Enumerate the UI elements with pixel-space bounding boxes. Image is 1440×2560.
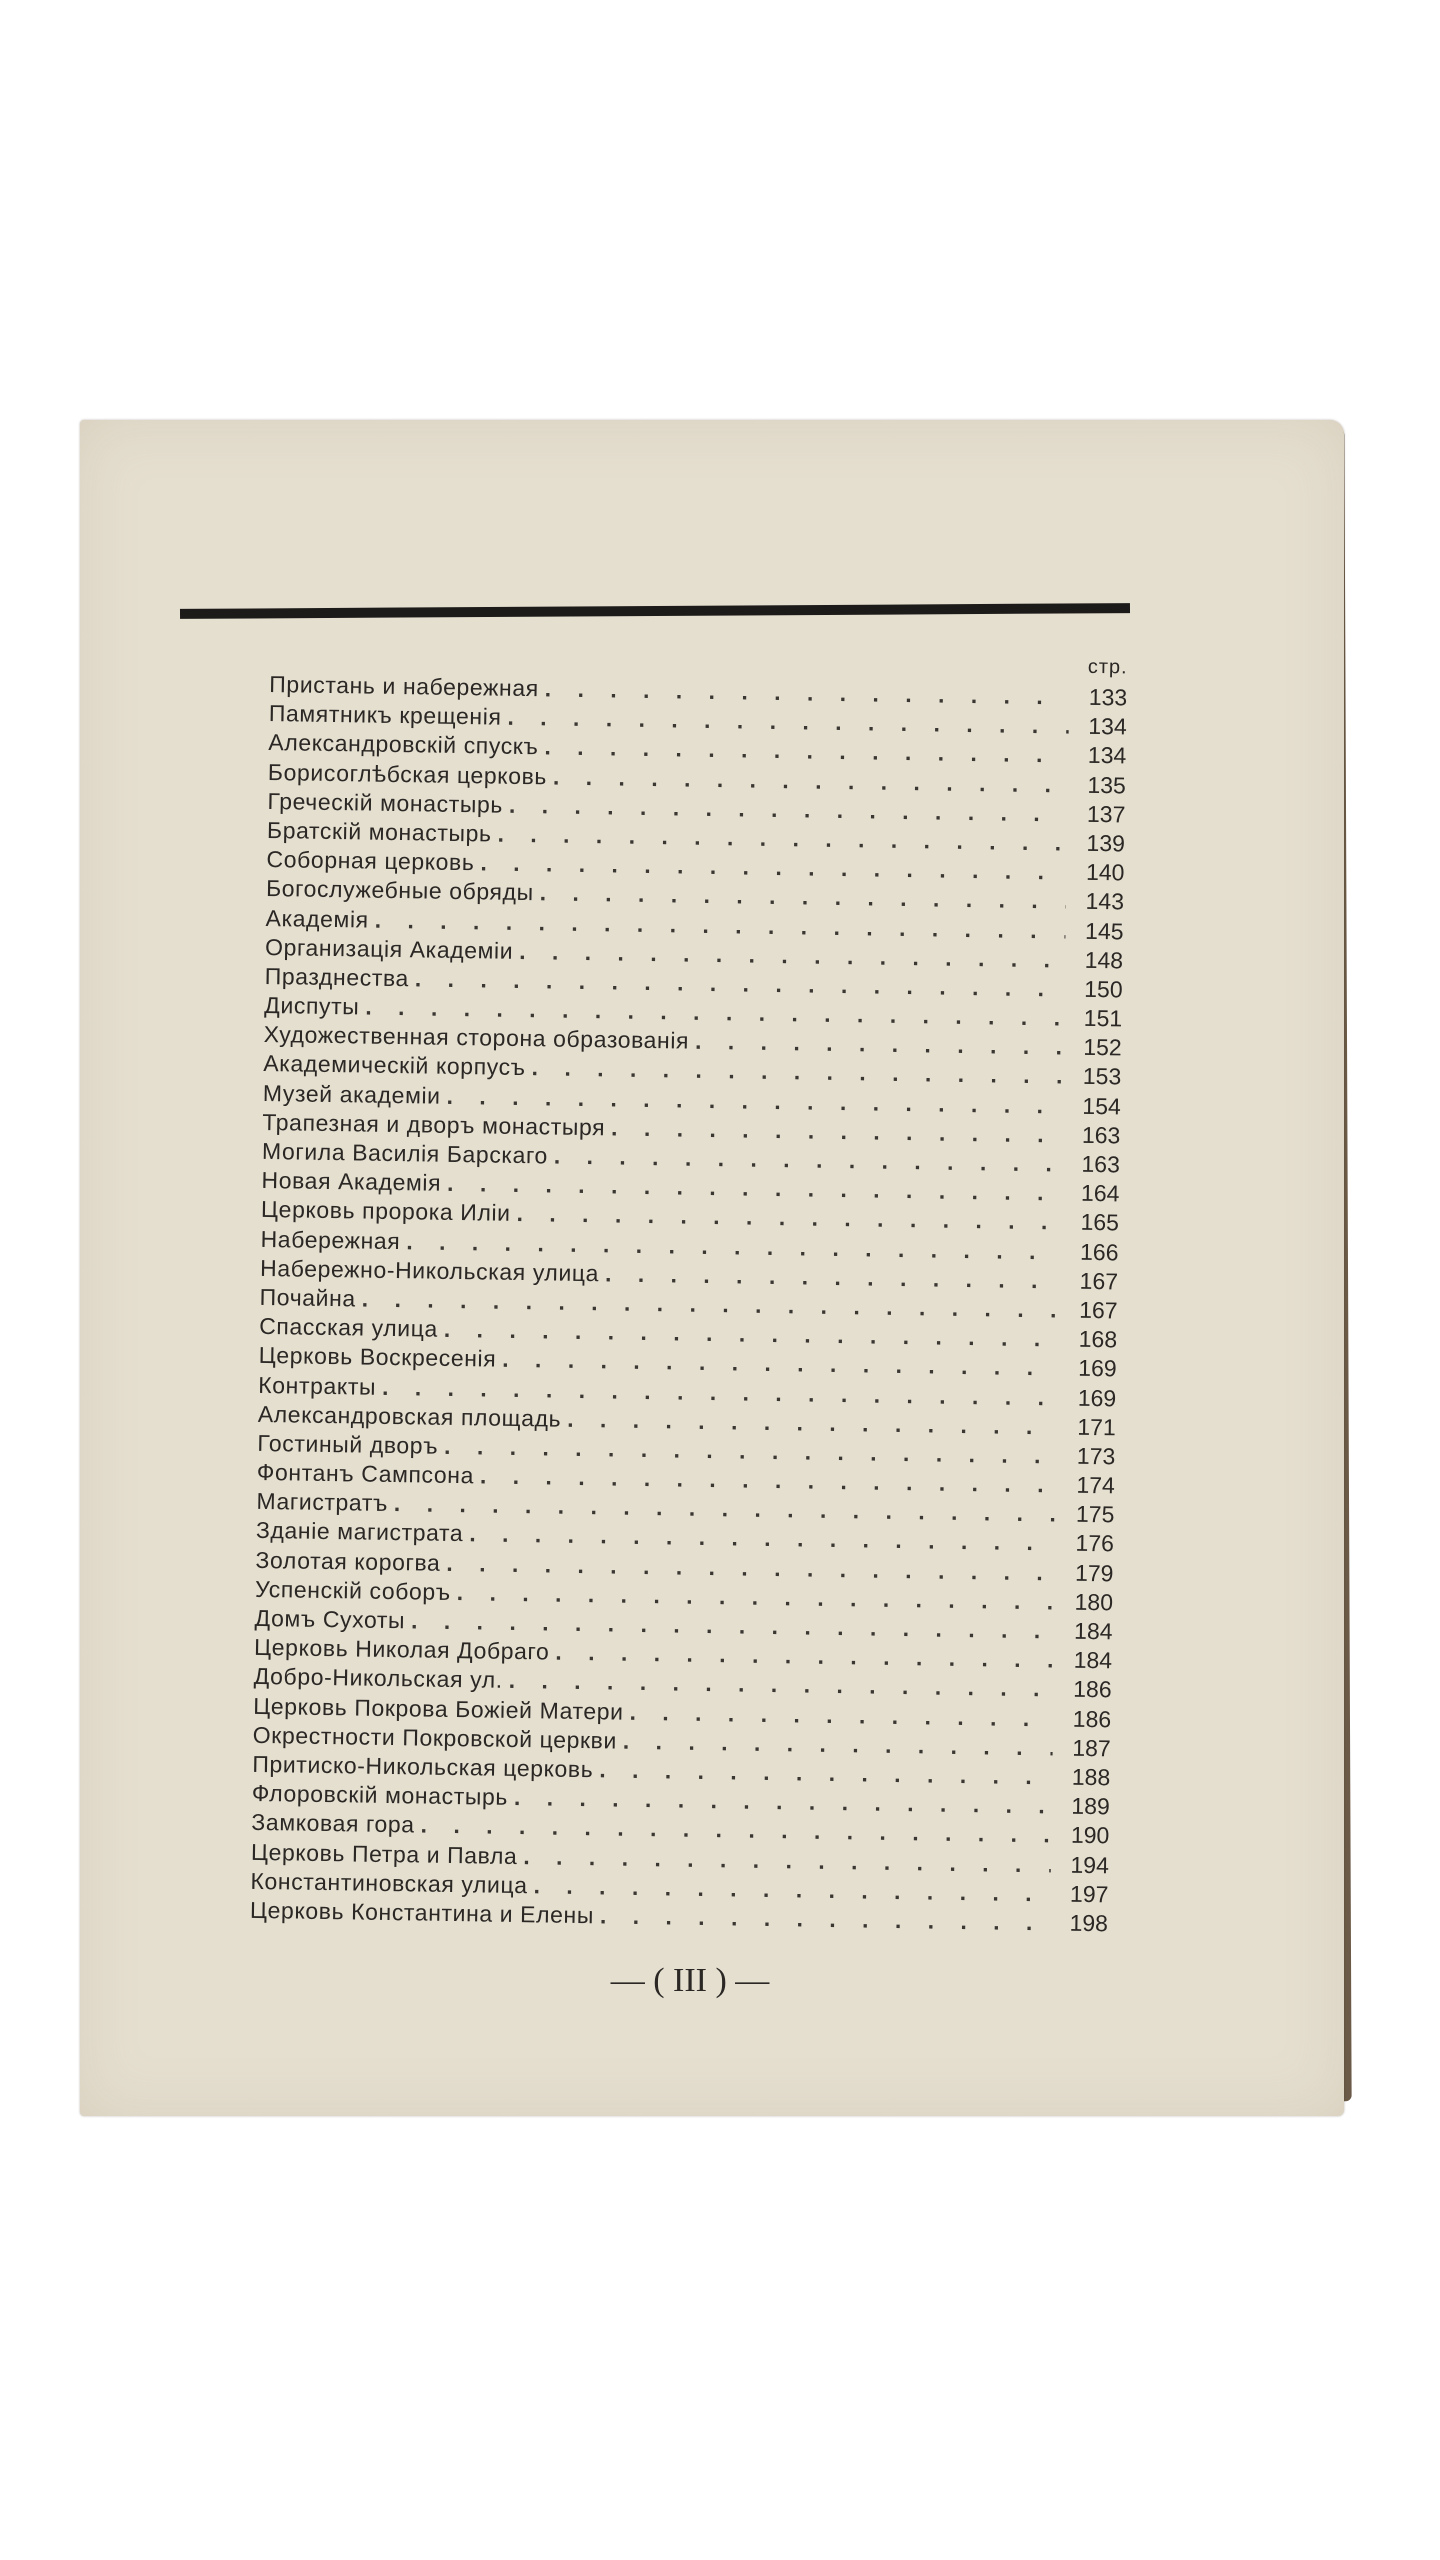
toc-entry-page: 145 bbox=[1084, 917, 1124, 944]
toc-entry-title: Спасская улица bbox=[259, 1313, 439, 1342]
toc-entry-title: Академія bbox=[265, 904, 369, 933]
toc-entry-page: 171 bbox=[1077, 1413, 1116, 1441]
toc-entry-page: 139 bbox=[1086, 829, 1126, 857]
toc-entry-title: Художественная сторона образованія bbox=[263, 1021, 690, 1054]
toc-entry-title: Диспуты bbox=[264, 992, 360, 1020]
page-column-label: стр. bbox=[1087, 655, 1128, 679]
toc-entry-title: Фонтанъ Сампсона bbox=[256, 1458, 475, 1489]
toc-entry-page: 135 bbox=[1087, 771, 1127, 799]
toc-entry-title: Замковая гора bbox=[251, 1809, 415, 1838]
toc-entry-title: Могила Василія Барскаго bbox=[261, 1137, 549, 1169]
toc-entry-page: 190 bbox=[1070, 1822, 1110, 1849]
toc-entry-title: Братскій монастырь bbox=[266, 816, 492, 847]
toc-entry-page: 198 bbox=[1069, 1909, 1109, 1937]
toc-entry-title: Церковь Константина и Елены bbox=[249, 1896, 595, 1929]
toc-entry-page: 194 bbox=[1070, 1851, 1110, 1878]
toc-entry-title: Флоровскій монастырь bbox=[251, 1779, 509, 1811]
toc-entry-title: Александровская площадь bbox=[257, 1400, 562, 1432]
toc-entry-page: 134 bbox=[1087, 742, 1127, 769]
toc-entry-title: Золотая корогва bbox=[255, 1546, 441, 1576]
toc-entry-page: 163 bbox=[1081, 1121, 1121, 1149]
toc-entry-title: Церковь Петра и Павла bbox=[250, 1838, 518, 1869]
page-folio: — ( III ) — bbox=[610, 1962, 770, 1999]
toc-entry-title: Церковь Покрова Божіей Матери bbox=[253, 1692, 624, 1725]
toc-entry-page: 186 bbox=[1073, 1676, 1112, 1703]
toc-entry-page: 148 bbox=[1084, 946, 1124, 974]
toc-entry-title: Контракты bbox=[258, 1371, 377, 1400]
toc-entry-page: 179 bbox=[1074, 1559, 1114, 1586]
toc-entry-page: 168 bbox=[1078, 1325, 1118, 1353]
toc-entry-title: Богослужебные обряды bbox=[265, 875, 534, 906]
toc-entry-title: Борисоглѣбская церковь bbox=[267, 758, 548, 789]
toc-entry-page: 180 bbox=[1074, 1588, 1114, 1616]
toc-entry-title: Церковь Николая Добраго bbox=[253, 1634, 550, 1665]
toc-entry-page: 187 bbox=[1072, 1734, 1111, 1762]
toc-entry-title: Памятникъ крещенія bbox=[268, 700, 502, 730]
toc-entry-title: Окрестности Покровской церкви bbox=[252, 1721, 618, 1754]
toc-entry-title: Набережная bbox=[260, 1225, 401, 1254]
toc-entry-page: 150 bbox=[1084, 975, 1123, 1003]
toc-entry-title: Трапезная и дворъ монастыря bbox=[262, 1108, 606, 1141]
toc-entry-title: Магистратъ bbox=[256, 1488, 389, 1517]
toc-entry-title: Притиско-Никольская церковь bbox=[252, 1750, 594, 1783]
toc-entry-title: Добро-Никольская ул. bbox=[253, 1663, 503, 1694]
table-of-contents bbox=[250, 640, 1128, 1938]
toc-entry-title: Константиновская улица bbox=[250, 1867, 528, 1898]
toc-entry-title: Александровскій спускъ bbox=[268, 729, 539, 760]
toc-entry-title: Домъ Сухоты bbox=[254, 1604, 406, 1634]
toc-entry-title: Пристань и набережная bbox=[269, 670, 539, 702]
toc-entry-title: Соборная церковь bbox=[266, 846, 475, 876]
toc-entry-page: 173 bbox=[1076, 1442, 1116, 1470]
toc-entry-page: 134 bbox=[1088, 713, 1127, 740]
toc-entry-page: 169 bbox=[1078, 1355, 1117, 1382]
toc-entry-page: 169 bbox=[1077, 1384, 1117, 1411]
toc-entry-page: 189 bbox=[1071, 1792, 1110, 1820]
toc-entry-page: 184 bbox=[1073, 1646, 1113, 1674]
toc-entry-page: 167 bbox=[1079, 1267, 1119, 1295]
toc-entry-title: Почайна bbox=[259, 1283, 357, 1312]
toc-entry-page: 151 bbox=[1083, 1004, 1123, 1032]
toc-entry-page: 175 bbox=[1075, 1501, 1115, 1528]
toc-entry-title: Зданіе магистрата bbox=[255, 1517, 464, 1547]
toc-entry-page: 176 bbox=[1075, 1530, 1115, 1557]
toc-entry-title: Успенскій соборъ bbox=[254, 1575, 451, 1605]
toc-entry-page: 186 bbox=[1072, 1705, 1112, 1732]
toc-entry-title: Музей академіи bbox=[262, 1079, 441, 1109]
toc-entry-page: 174 bbox=[1076, 1471, 1116, 1499]
toc-entry-page: 152 bbox=[1083, 1034, 1122, 1061]
toc-entry-page: 154 bbox=[1082, 1092, 1121, 1120]
toc-entry-title: Новая Академія bbox=[261, 1167, 442, 1196]
toc-list bbox=[250, 670, 1128, 1938]
toc-entry-page: 163 bbox=[1081, 1150, 1121, 1178]
toc-entry-page: 140 bbox=[1085, 858, 1125, 886]
toc-entry-page: 167 bbox=[1079, 1296, 1118, 1324]
toc-entry-page: 165 bbox=[1080, 1209, 1120, 1236]
toc-entry-page: 188 bbox=[1071, 1763, 1111, 1791]
toc-entry-title: Церковь пророка Иліи bbox=[260, 1196, 511, 1227]
toc-entry-page: 153 bbox=[1082, 1063, 1122, 1090]
toc-entry-page: 137 bbox=[1086, 800, 1126, 828]
toc-entry-title: Гостиный дворъ bbox=[257, 1429, 439, 1459]
toc-entry-title: Празднества bbox=[264, 962, 410, 992]
toc-entry-page: 143 bbox=[1085, 888, 1125, 915]
toc-entry-title: Академическій корпусъ bbox=[263, 1050, 526, 1081]
toc-entry-page: 184 bbox=[1073, 1617, 1113, 1645]
toc-entry-title: Церковь Воскресенія bbox=[258, 1342, 497, 1372]
toc-entry-page: 197 bbox=[1069, 1880, 1109, 1908]
toc-entry-page: 164 bbox=[1080, 1179, 1120, 1207]
toc-entry-title: Греческій монастырь bbox=[267, 787, 504, 818]
toc-entry-page: 166 bbox=[1079, 1238, 1119, 1265]
toc-entry-title: Набережно-Никольская улица bbox=[259, 1254, 600, 1286]
toc-entry-page: 133 bbox=[1088, 683, 1128, 711]
toc-entry-title: Организація Академіи bbox=[264, 933, 514, 964]
